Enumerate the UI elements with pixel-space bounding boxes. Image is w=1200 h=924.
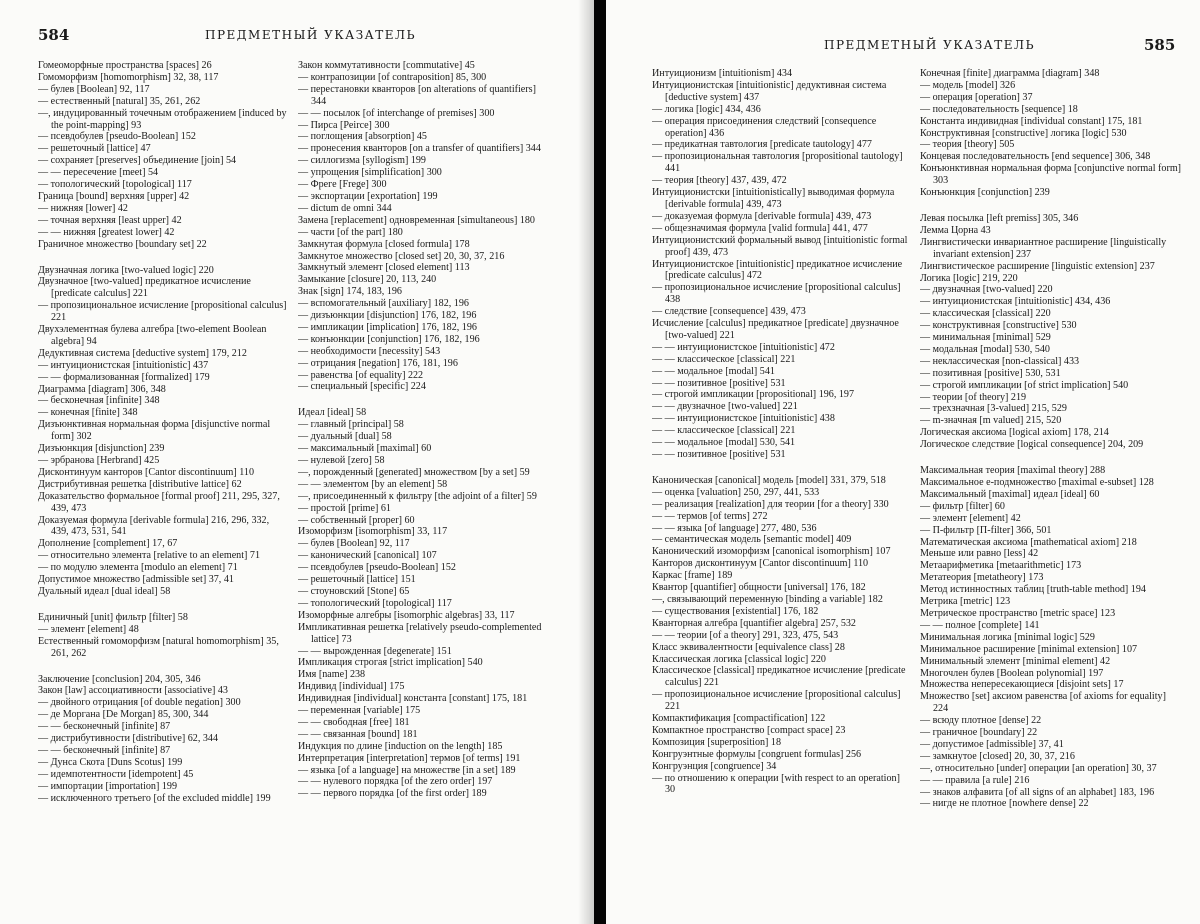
index-entry: — эрбранова [Herbrand] 425 — [38, 455, 160, 466]
index-entry: Классическая логика [classical logic] 220 — [652, 653, 826, 665]
index-entry: — — первого порядка [of the first order] 189 — [298, 788, 487, 800]
index-entry: Левая посылка [left premiss] 305, 346 — [920, 212, 1079, 224]
index-entry: Метрическое пространство [metric space] 123 — [920, 607, 1116, 619]
index-entry: — — элементом [by an element] 58 — [298, 478, 448, 490]
index-entry: — контрапозиции [of contraposition] 85, 300 — [298, 71, 487, 83]
index-entry: Гомоморфизм [homomorphism] 32, 38, 117 — [38, 71, 219, 83]
index-entry: — модальная [modal] 530, 540 — [920, 343, 1050, 355]
left-running-head: ПРЕДМЕТНЫЙ УКАЗАТЕЛЬ — [205, 28, 417, 42]
index-entry: — пропозициональная тавтология [propositional tautology] 441 — [652, 151, 903, 175]
index-entry: — пропозициональное исчисление [propositional calculus] 221 — [652, 689, 901, 713]
index-entry: Канторов дисконтинуум [Cantor discontinuum] 110 — [652, 558, 869, 570]
index-entry: — оценка [valuation] 250, 297, 441, 533 — [652, 486, 820, 498]
index-entry: — Дунса Скота [Duns Scotus] 199 — [38, 756, 183, 768]
index-entry: — — интуиционистское [intuitionistic] 438 — [652, 413, 835, 425]
index-entry: Многочлен булев [Boolean polynomial] 197 — [920, 667, 1104, 679]
index-entry: Дисконтинуум канторов [Cantor discontinuum] 110 — [38, 466, 254, 478]
index-entry: — пропозициональное исчисление [propositional calculus] 438 — [652, 282, 901, 306]
index-entry: — — интуиционистское [intuitionistic] 472 — [652, 341, 835, 353]
index-entry: Максимальное е-подмножество [maximal e-subset] 128 — [920, 477, 1154, 488]
index-entry: — языка [of a language] на множестве [in a set] 189 — [298, 764, 516, 776]
left-index-column-1 — [38, 60, 288, 918]
index-entry: — замкнутое [closed] 20, 30, 37, 216 — [920, 750, 1075, 762]
index-entry: — следствие [consequence] 439, 473 — [652, 306, 806, 318]
index-entry: — необходимости [necessity] 543 — [298, 345, 441, 357]
index-entry: Замкнутый элемент [closed element] 113 — [298, 262, 470, 274]
index-entry: Закон коммутативности [commutative] 45 — [298, 60, 475, 71]
index-entry: Индукция по длине [induction on the length] 185 — [298, 740, 503, 752]
left-page — [0, 0, 594, 924]
index-entry: Логическая аксиома [logical axiom] 178, 214 — [920, 427, 1109, 439]
index-entry: — псевдобулев [pseudo-Boolean] 152 — [38, 131, 196, 143]
index-entry: — — модальное [modal] 530, 541 — [652, 437, 796, 449]
index-entry: Минимальный элемент [minimal element] 42 — [920, 655, 1111, 667]
index-entry: Лингвистическое расширение [linguistic extension] 237 — [920, 260, 1155, 272]
index-entry: Индивидная [individual] константа [constant] 175, 181 — [298, 693, 528, 705]
index-entry: — главный [principal] 58 — [298, 419, 404, 431]
gutter-shadow-left — [578, 0, 594, 924]
index-entry: — конъюнкции [conjunction] 176, 182, 196 — [298, 333, 480, 345]
index-entry: Дуальный идеал [dual ideal] 58 — [38, 585, 171, 597]
index-entry: Идеал [ideal] 58 — [298, 407, 367, 419]
index-entry: Конъюнктивная нормальная форма [conjunctive normal form] 303 — [920, 163, 1182, 187]
index-entry: — де Моргана [De Morgan] 85, 300, 344 — [38, 709, 209, 721]
index-entry: Дополнение [complement] 17, 67 — [38, 538, 178, 550]
right-index-column-2 — [920, 68, 1182, 920]
index-entry: Дедуктивная система [deductive system] 179, 212 — [38, 347, 247, 359]
index-entry: Множество [set] аксиом равенства [of axioms for equality] 224 — [920, 691, 1166, 715]
right-page-number: 585 — [1144, 36, 1176, 54]
index-entry: — решеточный [lattice] 151 — [298, 574, 416, 586]
index-entry: Граничное множество [boundary set] 22 — [38, 238, 207, 250]
index-entry: — нулевой [zero] 58 — [298, 455, 385, 466]
index-entry: — существования [existential] 176, 182 — [652, 605, 819, 617]
index-entry: Компактное пространство [compact space] 23 — [652, 724, 846, 736]
index-entry: Метатеория [metatheory] 173 — [920, 572, 1044, 584]
index-entry: — решеточный [lattice] 47 — [38, 143, 151, 155]
index-entry: — всюду плотное [dense] 22 — [920, 715, 1042, 727]
index-entry: — двузначная [two-valued] 220 — [920, 284, 1053, 296]
index-entry: — знаков алфавита [of all signs of an alphabet] 183, 196 — [920, 786, 1155, 798]
index-entry: —, порожденный [generated] множеством [by a set] 59 — [298, 466, 530, 478]
index-entry: — — пересечение [meet] 54 — [38, 167, 159, 179]
left-page-number: 584 — [38, 26, 70, 44]
index-entry: — упрощения [simplification] 300 — [298, 167, 442, 179]
index-entry: Индивид [individual] 175 — [298, 681, 405, 693]
index-entry: — перестановки кванторов [on alterations of quantifiers] 344 — [298, 83, 536, 107]
index-entry: Естественный гомоморфизм [natural homomorphism] 35, 261, 262 — [38, 635, 279, 659]
index-entry: Конгруэнтные формулы [congruent formulas] 256 — [652, 748, 862, 760]
index-entry: — элемент [element] 42 — [920, 512, 1021, 524]
right-running-head: ПРЕДМЕТНЫЙ УКАЗАТЕЛЬ — [824, 38, 1036, 52]
index-entry: — нигде не плотное [nowhere dense] 22 — [920, 798, 1089, 810]
index-entry: — теория [theory] 505 — [920, 139, 1015, 151]
index-entry: — переменная [variable] 175 — [298, 705, 421, 717]
index-entry: Граница [bound] верхняя [upper] 42 — [38, 190, 190, 202]
index-entry: — операция [operation] 37 — [920, 91, 1033, 103]
index-entry: — бесконечная [infinite] 348 — [38, 395, 160, 407]
index-entry: Композиция [superposition] 18 — [652, 736, 782, 748]
index-entry: — неклассическая [non-classical] 433 — [920, 355, 1080, 367]
index-entry: — простой [prime] 61 — [298, 502, 391, 514]
index-entry: Интуиционизм [intuitionism] 434 — [652, 68, 793, 79]
index-entry: Замена [replacement] одновременная [simultaneous] 180 — [298, 214, 535, 226]
index-entry: — дизъюнкции [disjunction] 176, 182, 196 — [298, 310, 477, 322]
index-entry: — дистрибутивности [distributive] 62, 344 — [38, 733, 219, 745]
index-entry: Константа индивидная [individual constant] 175, 181 — [920, 115, 1143, 127]
index-entry: — Фреге [Frege] 300 — [298, 179, 387, 191]
index-entry: Квантор [quantifier] общности [universal] 176, 182 — [652, 582, 866, 594]
index-entry: Изоморфизм [isomorphism] 33, 117 — [298, 526, 448, 538]
index-entry: — вспомогательный [auxiliary] 182, 196 — [298, 298, 469, 310]
index-entry: — реализация [realization] для теории [for a theory] 330 — [652, 498, 889, 510]
index-entry: Двузначная логика [two-valued logic] 220 — [38, 264, 214, 276]
index-entry: — экспортации [exportation] 199 — [298, 190, 438, 202]
index-entry: — трехзначная [3-valued] 215, 529 — [920, 403, 1067, 415]
index-entry: — фильтр [filter] 60 — [920, 500, 1005, 512]
index-entry: — булев [Boolean] 92, 117 — [298, 538, 410, 550]
index-entry: — m-значная [m valued] 215, 520 — [920, 415, 1062, 427]
index-entry: — последовательность [sequence] 18 — [920, 103, 1078, 115]
index-entry: Математическая аксиома [mathematical axiom] 218 — [920, 536, 1137, 548]
index-entry: Закон [law] ассоциативности [associative] 43 — [38, 685, 228, 697]
index-entry: — по модулю элемента [modulo an element] 71 — [38, 562, 238, 574]
index-entry: — — посылок [of interchange of premises] 300 — [298, 107, 495, 119]
index-entry: Лемма Цорна 43 — [920, 224, 991, 236]
index-entry: Замыкание [closure] 20, 113, 240 — [298, 274, 437, 286]
index-entry: — пропозициональное исчисление [propositional calculus] 221 — [38, 300, 287, 324]
index-entry: — нижняя [lower] 42 — [38, 202, 128, 214]
index-entry: — доказуемая формула [derivable formula] 439, 473 — [652, 210, 872, 222]
index-entry: — стоуновский [Stone] 65 — [298, 585, 410, 597]
index-entry: — семантическая модель [semantic model] 409 — [652, 534, 852, 546]
index-entry: Минимальная логика [minimal logic] 529 — [920, 631, 1095, 643]
index-entry: — — классическое [classical] 221 — [652, 425, 796, 437]
index-entry: Метрика [metric] 123 — [920, 596, 1011, 608]
index-entry: Максимальный [maximal] идеал [ideal] 60 — [920, 488, 1100, 500]
right-index-column-1 — [652, 68, 908, 920]
index-entry: — части [of the part] 180 — [298, 226, 403, 238]
index-entry: Двухэлементная булева алгебра [two-element Boolean algebra] 94 — [38, 324, 267, 347]
index-entry: Дизъюнкция [disjunction] 239 — [38, 443, 165, 455]
index-entry: — максимальный [maximal] 60 — [298, 443, 432, 455]
index-entry: — общезначимая формула [valid formula] 441, 477 — [652, 222, 868, 234]
index-entry: — — бесконечный [infinite] 87 — [38, 721, 171, 733]
index-entry: — — двузначное [two-valued] 221 — [652, 401, 798, 413]
index-entry: — — бесконечный [infinite] 87 — [38, 744, 171, 756]
index-entry: — логика [logic] 434, 436 — [652, 103, 761, 115]
index-entry: — модель [model] 326 — [920, 79, 1016, 91]
index-entry: Замкнутое множество [closed set] 20, 30, 37, 216 — [298, 250, 505, 262]
index-entry: Конечная [finite] диаграмма [diagram] 348 — [920, 68, 1100, 79]
index-entry: — — связанная [bound] 181 — [298, 728, 418, 740]
index-entry: —, связывающий переменную [binding a variable] 182 — [652, 593, 883, 605]
left-index-column-2 — [298, 60, 548, 918]
index-entry: — интуиционистская [intuitionistic] 434, 436 — [920, 296, 1111, 308]
index-entry: — строгой импликации [of strict implication] 540 — [920, 379, 1129, 391]
index-entry: — граничное [boundary] 22 — [920, 727, 1038, 739]
index-entry: — — языка [of language] 277, 480, 536 — [652, 522, 817, 534]
index-entry: — — теории [of a theory] 291, 323, 475, 543 — [652, 629, 839, 641]
index-entry: — импортации [importation] 199 — [38, 780, 177, 792]
index-entry: — строгой импликации [propositional] 196, 197 — [652, 389, 855, 401]
index-entry: — — позитивное [positive] 531 — [652, 377, 786, 389]
index-entry: Имя [name] 238 — [298, 669, 366, 681]
index-entry: Двузначное [two-valued] предикатное исчисление [predicate calculus] 221 — [38, 276, 251, 300]
index-entry: — топологический [topological] 117 — [298, 597, 452, 609]
index-entry: — исключенного третьего [of the excluded middle] 199 — [38, 792, 271, 804]
index-entry: — булев [Boolean] 92, 117 — [38, 83, 150, 95]
index-entry: — — термов [of terms] 272 — [652, 510, 768, 522]
book-gutter — [594, 0, 606, 924]
index-entry: — классическая [classical] 220 — [920, 308, 1051, 320]
index-entry: — — формализованная [formalized] 179 — [38, 371, 210, 383]
index-entry: — — классическое [classical] 221 — [652, 353, 796, 365]
index-entry: — — полное [complete] 141 — [920, 619, 1040, 631]
index-entry: — — вырожденная [degenerate] 151 — [298, 645, 452, 657]
index-entry: — конструктивная [constructive] 530 — [920, 320, 1077, 332]
index-entry: Меньше или равно [less] 42 — [920, 548, 1039, 560]
index-entry: Единичный [unit] фильтр [filter] 58 — [38, 611, 188, 623]
index-entry: — П-фильтр [П-filter] 366, 501 — [920, 524, 1052, 536]
index-entry: Логика [logic] 219, 220 — [920, 272, 1018, 284]
index-entry: Замкнутая формула [closed formula] 178 — [298, 238, 470, 250]
index-entry: — сохраняет [preserves] объединение [join] 54 — [38, 155, 237, 167]
index-entry: — интуиционистская [intuitionistic] 437 — [38, 359, 209, 371]
index-entry: — естественный [natural] 35, 261, 262 — [38, 95, 201, 107]
index-entry: Логическое следствие [logical consequence] 204, 209 — [920, 439, 1144, 451]
index-entry: Классическое [classical] предикатное исчисление [predicate calculus] 221 — [652, 665, 906, 689]
index-entry: —, индуцированный точечным отображением [induced by the point-mapping] 93 — [38, 107, 287, 131]
index-entry: Интуиционистское [intuitionistic] предикатное исчисление [predicate calculus] 472 — [652, 258, 903, 282]
index-entry: — предикатная тавтология [predicate tautology] 477 — [652, 139, 872, 151]
index-entry: — псевдобулев [pseudo-Boolean] 152 — [298, 562, 456, 574]
index-entry: — теория [theory] 437, 439, 472 — [652, 175, 787, 187]
index-entry: —, относительно [under] операции [an operation] 30, 37 — [920, 762, 1157, 774]
index-entry: Дистрибутивная решетка [distributive lattice] 62 — [38, 478, 242, 490]
index-entry: Метаарифметика [metaarithmetic] 173 — [920, 560, 1082, 572]
index-entry: Импликативная решетка [relatively pseudo-complemented lattice] 73 — [298, 621, 542, 645]
index-entry: — — модальное [modal] 541 — [652, 365, 775, 377]
index-entry: Каркас [frame] 189 — [652, 570, 733, 582]
index-entry: Гомеоморфные пространства [spaces] 26 — [38, 60, 212, 71]
index-entry: — идемпотентности [idempotent] 45 — [38, 768, 194, 780]
index-entry: — Пирса [Peirce] 300 — [298, 119, 390, 131]
index-entry: Конъюнкция [conjunction] 239 — [920, 187, 1050, 199]
index-entry: — — нижняя [greatest lower] 42 — [38, 226, 175, 238]
index-entry: — — позитивное [positive] 531 — [652, 449, 786, 460]
index-entry: — двойного отрицания [of double negation] 300 — [38, 697, 241, 709]
index-entry: — позитивная [positive] 530, 531 — [920, 367, 1061, 379]
index-entry: Дизъюнктивная нормальная форма [disjunctive normal form] 302 — [38, 419, 271, 443]
index-entry: Концевая последовательность [end sequence] 306, 348 — [920, 151, 1151, 163]
index-entry: Интуиционистский формальный вывод [intuitionistic formal proof] 439, 473 — [652, 234, 908, 258]
index-entry: Максимальная теория [maximal theory] 288 — [920, 465, 1106, 477]
index-entry: Доказательство формальное [formal proof] 211, 295, 327, 439, 473 — [38, 490, 280, 514]
index-entry: —, присоединенный к фильтру [the adjoint of a filter] 59 — [298, 490, 537, 502]
index-entry: Лингвистически инвариантное расширение [linguistically invariant extension] 237 — [920, 236, 1167, 260]
index-entry: Допустимое множество [admissible set] 37, 41 — [38, 574, 234, 586]
right-page — [606, 0, 1200, 924]
index-entry: — по отношению к операции [with respect to an operation] 30 — [652, 772, 900, 796]
index-entry: Конгруэнция [congruence] 34 — [652, 760, 777, 772]
index-entry: — пронесения кванторов [on a transfer of quantifiers] 344 — [298, 143, 541, 155]
index-entry: Множества непересекающиеся [disjoint sets] 17 — [920, 679, 1124, 691]
index-entry: Интуиционистская [intuitionistic] дедуктивная система [deductive system] 437 — [652, 79, 887, 103]
index-entry: Изоморфные алгебры [isomorphic algebras] 33, 117 — [298, 609, 515, 621]
index-entry: — равенства [of equality] 222 — [298, 369, 424, 381]
index-entry: — силлогизма [syllogism] 199 — [298, 155, 426, 167]
index-entry: — минимальная [minimal] 529 — [920, 332, 1051, 344]
index-entry: Канонический изоморфизм [canonical isomorphism] 107 — [652, 546, 891, 558]
index-entry: Знак [sign] 174, 183, 196 — [298, 286, 402, 298]
index-entry: — поглощения [absorption] 45 — [298, 131, 427, 143]
index-entry: Доказуемая формула [derivable formula] 216, 296, 332, 439, 473, 531, 541 — [38, 514, 270, 538]
index-entry: Импликация строгая [strict implication] 540 — [298, 657, 483, 669]
index-entry: Конструктивная [constructive] логика [logic] 530 — [920, 127, 1127, 139]
index-entry: — импликации [implication] 176, 182, 196 — [298, 321, 477, 333]
index-entry: Метод истинностных таблиц [truth-table method] 194 — [920, 584, 1146, 596]
index-entry: Диаграмма [diagram] 306, 348 — [38, 383, 166, 395]
index-entry: — собственный [proper] 60 — [298, 514, 415, 526]
index-entry: Класс эквивалентности [equivalence class] 28 — [652, 641, 845, 653]
index-entry: — — свободная [free] 181 — [298, 716, 410, 728]
index-entry: — относительно элемента [relative to an element] 71 — [38, 550, 260, 562]
index-entry: — dictum de omni 344 — [298, 202, 392, 214]
index-entry: — — правила [a rule] 216 — [920, 774, 1030, 786]
index-entry: — — нулевого порядка [of the zero order] 197 — [298, 776, 493, 788]
index-entry: — отрицания [negation] 176, 181, 196 — [298, 357, 458, 369]
index-entry: Исчисление [calculus] предикатное [predicate] двузначное [two-valued] 221 — [652, 318, 899, 341]
index-entry: — точная верхняя [least upper] 42 — [38, 214, 182, 226]
index-entry: Заключение [conclusion] 204, 305, 346 — [38, 673, 201, 685]
index-entry: Интуиционистски [intuitionistically] выводимая формула [derivable formula] 439, 473 — [652, 187, 895, 210]
index-entry: Минимальное расширение [minimal extension] 107 — [920, 643, 1138, 655]
index-entry: — теории [of theory] 219 — [920, 391, 1027, 403]
index-entry: Каноническая [canonical] модель [model] 331, 379, 518 — [652, 474, 886, 486]
index-entry: — топологический [topological] 117 — [38, 179, 192, 191]
index-entry: — канонический [canonical] 107 — [298, 550, 437, 562]
index-entry: — специальный [specific] 224 — [298, 381, 426, 393]
index-entry: Компактификация [compactification] 122 — [652, 713, 826, 725]
index-entry: — допустимое [admissible] 37, 41 — [920, 738, 1064, 750]
index-entry: — элемент [element] 48 — [38, 623, 139, 635]
index-entry: Интерпретация [interpretation] термов [of terms] 191 — [298, 752, 521, 764]
index-entry: Кванторная алгебра [quantifier algebra] 257, 532 — [652, 617, 856, 629]
index-entry: — операция присоединения следствий [consequence operation] 436 — [652, 115, 877, 139]
index-entry: — конечная [finite] 348 — [38, 407, 138, 419]
index-entry: — дуальный [dual] 58 — [298, 431, 392, 443]
